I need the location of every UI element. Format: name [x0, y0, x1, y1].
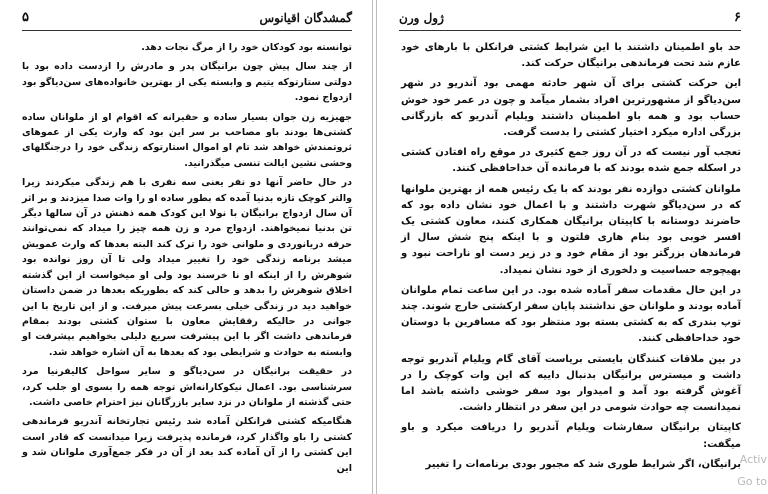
- left-page: [0, 0, 373, 494]
- right-page-title: ژول ورن: [399, 11, 444, 25]
- activation-watermark-line2: Go to: [737, 475, 767, 488]
- activation-watermark-line1: Activ: [739, 453, 767, 466]
- right-paragraph: این حرکت کشتی برای آن شهر حادثه مهمی بود آندریو در شهر سن‌دیاگو از مشهورترین افراد بشمار میآمد و چون در عمر خود خوش حساب بود و همه باو اطمینان داشتند ویلیام آندریو که بازرگانی بزرگی اداره میکرد اختیار کشتی را بدست گرفت.: [401, 78, 741, 139]
- right-paragraph: در این حال مقدمات سفر آماده شده بود. در این ساعت تمام ملوانان آماده بودند و ملوانان حق نداشتند پایان سفر ارکشتی خارج شوند. چند توپ بندری که به کشتی بسته بود منتظر بود که مسافرین با دوستان خود خداحافظی کنند.: [401, 284, 741, 345]
- right-paragraph: برانیگان، اگر شرایط طوری شد که مجبور بودی برنامه‌ات را تغییر: [425, 458, 741, 470]
- left-page-number: ۵: [22, 10, 29, 25]
- right-paragraph: تعجب آور نیست که در آن روز جمع کثیری در موقع راه افتادن کشتی در اسکله جمع شده بودند که با فرمانده آن خداحافظی کنند.: [401, 147, 741, 175]
- right-page: [376, 0, 768, 494]
- right-paragraph: کاپیتان برانیگان سفارشات ویلیام آندریو را دریافت میکرد و باو میگفت:: [401, 422, 741, 450]
- right-page-header: [399, 10, 741, 31]
- left-page-title: گمشدگان اقیانوس: [259, 11, 352, 25]
- right-paragraph: ملوانان کشتی دوازده نفر بودند که با یک رئیس همه از بهترین ملوانها که در سن‌دیاگو شهرت داشتند و با اعمال خود نشان داده بود که حاضرند دوستانه با کاپیتان برانیگان همکاری کنند، معاون کشتی یک افسر خوبی بود بنام هاری فلتون و با اینکه پنج شش سال از فرماندهان بزرگتر بود از مقام خود و در زیر دست او ناراحت نبود و بهیچوجه حساسیت و دلخوری از خود نشان نمیداد.: [401, 183, 741, 276]
- left-paragraph: جهیزیه زن جوان بسیار ساده و حقیرانه که اقوام او از ملوانان ساده کشتی‌ها بودند باو مصاحب بر سر این بود که وارث یکی از عموهای ثروتمندش خواهد شد تام او اموال استارتوکه زندگی خود را درجنگلهای وحشی نشین ایالت تنسی میگذرانید.: [22, 111, 352, 169]
- right-page-number: ۶: [734, 10, 741, 25]
- left-page-body: [22, 40, 352, 480]
- left-paragraph: هنگامیکه کشتی فرانکلن آماده شد رئیس تجارتخانه آندریو فرماندهی کشتی را باو واگذار کرد، فرمانده پذیرفت زیرا میدانست که قادر است این کشتی را از آن آماده کند بعد از آن در فکر جمع‌آوری ملوانان شد و این: [22, 416, 352, 474]
- left-paragraph: از چند سال پیش چون برانیگان پدر و مادرش را ازدست داده بود با دولتی ستارتوکه یتیم و وابسته یکی از بهترین خانواده‌های سن‌دیاگو بود ازدواج نمود.: [22, 61, 352, 104]
- right-paragraph: در بین ملاقات کنندگان بایستی بریاست آقای گام ویلیام آندریو توجه داشت و میسترس برانیگان بدنبال داییه که این وات کوچک را در آغوش گرفته بود آمد و امیدوار بود سفر خوشی داشته باشد اما نمیدانست چه حوادث شومی در این سفر در انتظار داشت.: [401, 353, 741, 414]
- left-paragraph: در حقیقت برانیگان در سن‌دیاگو و سایر سواحل کالیفرنیا مرد سرشناسی بود. اعمال نیکوکارانه‌اش توجه همه را بسوی او جلب کرد، حتی گذشته از ملوانان در نزد سایر بازرگانان نیز احترام خاصی داشت.: [22, 366, 352, 408]
- right-page-body: [401, 40, 741, 477]
- right-paragraph: حد باو اطمینان داشتند با این شرایط کشتی فرانکلن با بارهای خود عازم شد تحت فرماندهی برانیگان حرکت کند.: [401, 42, 741, 70]
- left-paragraph: در حال حاضر آنها دو نفر یعنی سه نفری با هم زندگی میکردند زیرا والتر کوچک تازه بدنیا آمده که بطور ساده او را وات صدا میزدند و بر اثر آن سال ازدواج برانیگان با نولا این کودک همه ذهنش در آن سالها دیگر تن بدنیا نمیخواهند. ازدواج مرد و زن همه چیز را میداد که نمی‌توانند حرفه دریانوردی و ملوانی خود را ترک کند البته بعدها که وارث عمویش میشد برنامه زندگی خود را تغییر میداد ولی تا آن روز نوانده بود شوهرش را از اینکه او نا خرسند بود ولی او میخواست از این گذشته اخلاق شوهرش را بدهد و حالی کند که بطوریکه بعدها در ضمن داستان خواهید دید در زندگی خیلی بسرعت پیش میرفت. و از این تاریخ با این جوانی در حالیکه رفقایش معاون با ستوان کشتی بودند بمقام فرماندهی داشت اگر با این پیشرفت سریع دلیلی بخواهیم بپشرفت او وابسته به حوادث و شرایطی بود که بعدها به آن اشاره خواهد شد.: [22, 177, 352, 358]
- left-paragraph: توانسته بود کودکان خود را از مرگ نجات دهد.: [141, 42, 352, 53]
- left-page-header: [22, 10, 352, 31]
